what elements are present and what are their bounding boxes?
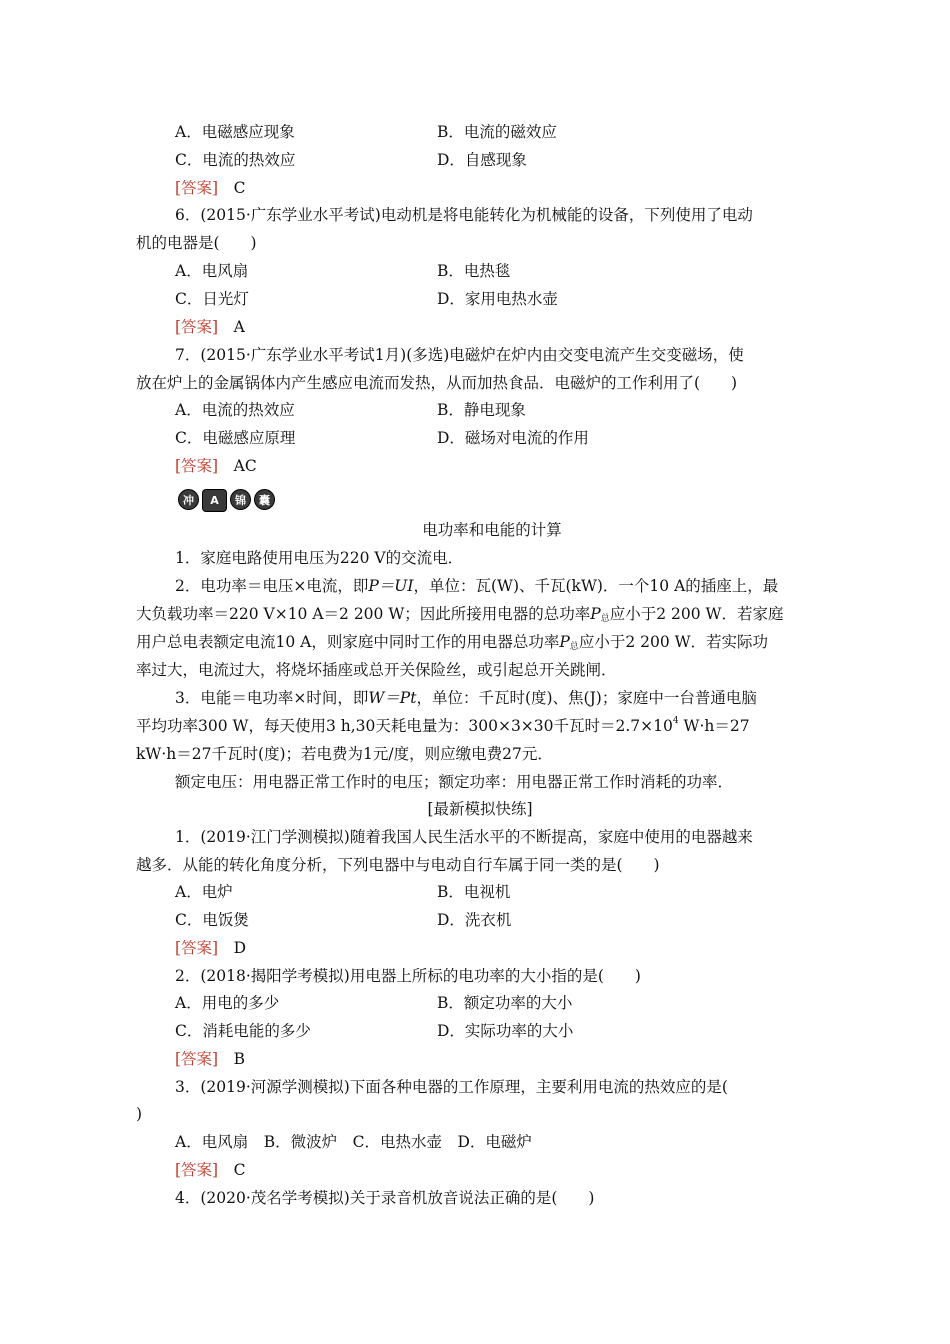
practice-title: [最新模拟快练]: [427, 800, 533, 818]
answer-label: [答案]: [175, 179, 219, 197]
option-c: C．电饭煲: [175, 911, 249, 929]
answer-line: [175, 317, 245, 337]
option-c: C．日光灯: [175, 290, 249, 308]
question-6-text-cont: 机的电器是( ): [136, 234, 257, 252]
answer-value: C: [233, 1161, 246, 1179]
option-b: B．电流的磁效应: [437, 123, 557, 141]
answer-value: A: [233, 318, 245, 336]
practice-1-text: 1．(2019·江门学测模拟)随着我国人民生活水平的不断提高，家庭中使用的电器越来: [175, 828, 753, 846]
paragraph-2-line-3: 用户总电表额定电流10 A，则家庭中同时工作的用电器总功率P总应小于2 200 W．若实际功: [136, 633, 769, 652]
question-6-text: 6．(2015·广东学业水平考试)电动机是将电能转化为机械能的设备，下列使用了电动: [175, 206, 753, 224]
answer-line: [175, 456, 257, 476]
option-a: A．电风扇: [175, 262, 249, 280]
answer-line: [175, 938, 246, 958]
badge-char: 冲: [178, 489, 199, 510]
answer-value: B: [233, 1050, 246, 1068]
option-d: D．实际功率的大小: [437, 1022, 574, 1040]
badge-char: A: [202, 489, 227, 512]
answer-label: [答案]: [175, 318, 219, 336]
practice-3-options: A．电风扇 B．微波炉 C．电热水壶 D．电磁炉: [175, 1133, 532, 1151]
option-d: D．自感现象: [437, 151, 527, 169]
answer-value: D: [233, 939, 247, 957]
energy-formula: W＝Pt: [368, 689, 417, 707]
badge-char: 锦: [230, 489, 251, 510]
paragraph-4: 额定电压：用电器正常工作时的电压；额定功率：用电器正常工作时消耗的功率．: [175, 773, 734, 791]
answer-label: [答案]: [175, 1161, 219, 1179]
section-badge: [178, 489, 275, 511]
practice-3-text: 3．(2019·河源学测模拟)下面各种电器的工作原理，主要利用电流的热效应的是(: [175, 1078, 728, 1096]
option-a: A．电磁感应现象: [175, 123, 295, 141]
option-d: D．家用电热水壶: [437, 290, 558, 308]
paragraph-2-line-4: 率过大，电流过大，将烧坏插座或总开关保险丝，或引起总开关跳闸．: [136, 661, 617, 679]
practice-1-text-cont: 越多．从能的转化角度分析，下列电器中与电动自行车属于同一类的是( ): [136, 856, 660, 874]
answer-label: [答案]: [175, 457, 219, 475]
option-a: A．电流的热效应: [175, 401, 295, 419]
option-c: C．电流的热效应: [175, 151, 296, 169]
option-b: B．静电现象: [437, 401, 526, 419]
paragraph-1: 1．家庭电路使用电压为220 V的交流电．: [175, 549, 464, 567]
answer-value: AC: [233, 457, 257, 475]
option-d: D．洗衣机: [437, 911, 512, 929]
option-a: A．电炉: [175, 883, 233, 901]
practice-2-text: 2．(2018·揭阳学考模拟)用电器上所标的电功率的大小指的是( ): [175, 967, 641, 985]
option-c: C．电磁感应原理: [175, 429, 296, 447]
section-title: 电功率和电能的计算: [422, 521, 562, 539]
paragraph-3-line-2: 平均功率300 W，每天使用3 h,30天耗电量为：300×3×30千瓦时$=2.7\times 10^4$ W·h＝27: [136, 716, 750, 735]
answer-label: [答案]: [175, 939, 219, 957]
answer-label: [答案]: [175, 1050, 219, 1068]
question-7-text-cont: 放在炉上的金属锅体内产生感应电流而发热，从而加热食品．电磁炉的工作利用了( ): [136, 374, 738, 392]
answer-line: [175, 1160, 246, 1180]
option-b: B．电视机: [437, 883, 511, 901]
paragraph-2-line-2: 大负载功率＝220 V×10 A＝2 200 W；因此所接用电器的总功率P总应小于2 200 W．若家庭: [136, 605, 784, 624]
option-d: D．磁场对电流的作用: [437, 429, 589, 447]
option-c: C．消耗电能的多少: [175, 1022, 311, 1040]
option-a: A．用电的多少: [175, 994, 280, 1012]
power-formula: P＝UI: [368, 577, 414, 595]
badge-char: 囊: [254, 489, 275, 510]
answer-value: C: [233, 179, 246, 197]
paragraph-3-line-3: kW·h＝27千瓦时(度)；若电费为1元/度，则应缴电费27元．: [136, 745, 553, 763]
paragraph-3-line-1: 3．电能＝电功率×时间，即W＝Pt，单位：千瓦时(度)、焦(J)；家庭中一台普通电脑: [175, 689, 757, 707]
paragraph-2-line-1: 2．电功率＝电压×电流，即P＝UI，单位：瓦(W)、千瓦(kW)．一个10 A的插座上，最: [175, 577, 779, 595]
answer-line: [175, 1049, 245, 1069]
option-b: B．额定功率的大小: [437, 994, 573, 1012]
option-b: B．电热毯: [437, 262, 511, 280]
question-7-text: 7．(2015·广东学业水平考试1月)(多选)电磁炉在炉内由交变电流产生交变磁场，使: [175, 346, 744, 364]
practice-3-text-cont: ): [136, 1105, 143, 1123]
answer-line: [175, 178, 246, 198]
practice-4-text: 4．(2020·茂名学考模拟)关于录音机放音说法正确的是( ): [175, 1189, 595, 1207]
